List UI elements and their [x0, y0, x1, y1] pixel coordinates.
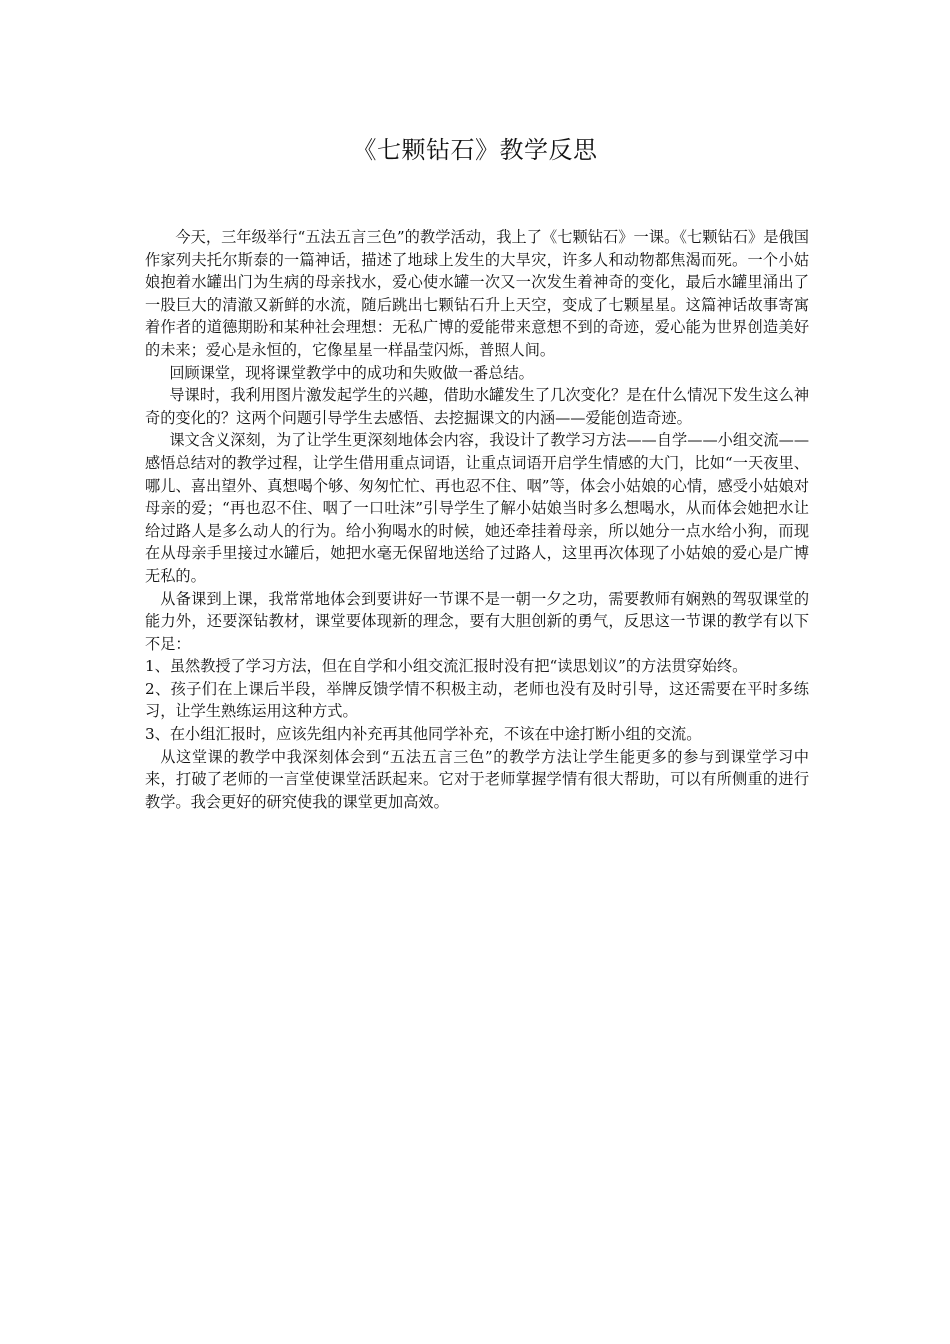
list-item-shortcoming-2: 2、孩子们在上课后半段，举牌反馈学情不积极主动，老师也没有及时引导，这还需要在平时多练习，让学生熟练运用这种方式。	[145, 679, 809, 721]
document-title: 《七颗钻石》教学反思	[352, 136, 598, 164]
paragraph-conclusion: 从这堂课的教学中我深刻体会到“五法五言三色”的教学方法让学生能更多的参与到课堂学习中来，打破了老师的一言堂使课堂活跃起来。它对于老师掌握学情有很大帮助，可以有所侧重的进行教学。我会更好的研究使我的课堂更加高效。	[145, 747, 809, 811]
paragraph-method: 课文含义深刻，为了让学生更深刻地体会内容，我设计了教学习方法——自学——小组交流——感悟总结对的教学过程，让学生借用重点词语，让重点词语开启学生情感的大门，比如“一天夜里、哪儿、喜出望外、真想喝个够、匆匆忙忙、再也忍不住、咽”等，体会小姑娘的心情，感受小姑娘对母亲的爱；“再也忍不住、咽了一口吐沫”引导学生了解小姑娘当时多么想喝水，从而体会她把水让给过路人是多么动人的行为。给小狗喝水的时候，她还牵挂着母亲，所以她分一点水给小狗，而现在从母亲手里接过水罐后，她把水毫无保留地送给了过路人，这里再次体现了小姑娘的爱心是广博无私的。	[145, 431, 809, 585]
list-item-shortcoming-3: 3、在小组汇报时，应该先组内补充再其他同学补充，不该在中途打断小组的交流。	[145, 725, 702, 744]
paragraph-lead-in: 导课时，我利用图片激发起学生的兴趣，借助水罐发生了几次变化？是在什么情况下发生这么神奇的变化的？这两个问题引导学生去感悟、去挖掘课文的内涵——爱能创造奇迹。	[145, 386, 809, 427]
list-item-shortcoming-1: 1、虽然教授了学习方法，但在自学和小组交流汇报时没有把“读思划议”的方法贯穿始终。	[145, 657, 748, 676]
paragraph-reflection: 从备课到上课，我常常地体会到要讲好一节课不是一朝一夕之功，需要教师有娴熟的驾驭课堂的能力外，还要深钻教材，课堂要体现新的理念，要有大胆创新的勇气，反思这一节课的教学有以下不足：	[145, 589, 809, 653]
paragraph-review: 回顾课堂，现将课堂教学中的成功和失败做一番总结。	[169, 363, 534, 382]
paragraph-intro: 今天，三年级举行“五法五言三色”的教学活动，我上了《七颗钻石》一课。《七颗钻石》是俄国作家列夫托尔斯泰的一篇神话，描述了地球上发生的大旱灾，许多人和动物都焦渴而死。一个小姑娘抱着水罐出门为生病的母亲找水，爱心使水罐一次又一次发生着神奇的变化，最后水罐里涌出了一股巨大的清澈又新鲜的水流，随后跳出七颗钻石升上天空，变成了七颗星星。这篇神话故事寄寓着作者的道德期盼和某种社会理想：无私广博的爱能带来意想不到的奇迹，爱心能为世界创造美好的未来；爱心是永恒的，它像星星一样晶莹闪烁，普照人间。	[145, 228, 809, 359]
document-body	[145, 226, 809, 813]
